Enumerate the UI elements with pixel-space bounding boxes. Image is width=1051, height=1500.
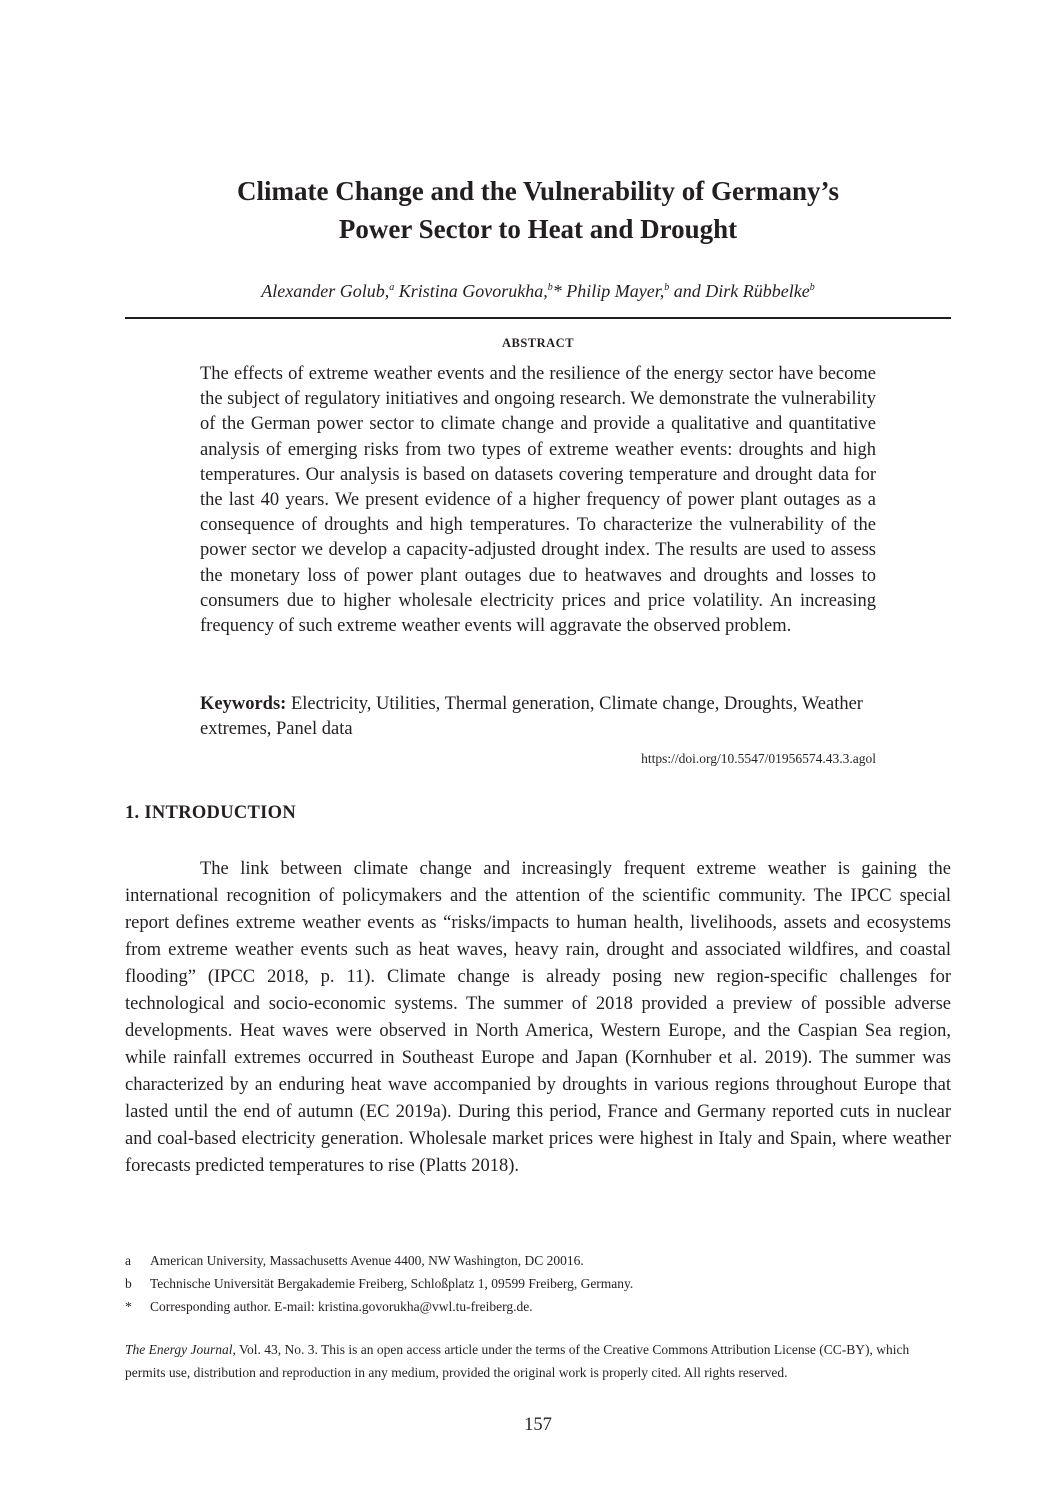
corresponding-mark: *	[552, 281, 567, 301]
abstract-heading: ABSTRACT	[501, 336, 575, 350]
footnote-text: American University, Massachusetts Avenue 4400, NW Washington, DC 20016.	[150, 1253, 584, 1268]
keywords	[200, 692, 876, 742]
title-line-2: Power Sector to Heat and Drought	[338, 214, 738, 244]
keywords-list: Electricity, Utilities, Thermal generation, Climate change, Droughts, Weather extremes, Panel data	[200, 694, 863, 740]
intro-paragraph: The link between climate change and increasingly frequent extreme weather is gaining the international recognition of policymakers and the attention of the scientific community. The IPCC special report defines extreme weather events as “risks/impacts to human health, livelihoods, assets and ecosystems from extreme weather events such as heat waves, heavy rain, drought and associated wildfires, and coastal flooding” (IPCC 2018, p. 11). Climate change is already posing new region-specific challenges for technological and socio-economic systems. The summer of 2018 provided a preview of possible adverse developments. Heat waves were observed in North America, Western Europe, and the Caspian Sea region, while rainfall extremes occurred in Southeast Europe and Japan (Kornhuber et al. 2019). The summer was characterized by an enduring heat wave accompanied by droughts in various regions throughout Europe that lasted until the end of autumn (EC 2019a). During this period, France and Germany reported cuts in nuclear and coal-based electricity generation. Wholesale market prices were highest in Italy and Spain, where weather forecasts predicted temperatures to rise (Platts 2018).	[125, 859, 951, 1176]
keywords-label: Keywords:	[200, 694, 287, 714]
footnote-mark: b	[125, 1276, 132, 1291]
author-name: Alexander Golub,	[261, 281, 390, 301]
affiliation-mark: b	[809, 282, 815, 293]
abstract-text: The effects of extreme weather events and the resilience of the energy sector have become the subject of regulatory initiatives and ongoing research. We demonstrate the vulnerability of the German power sector to climate change and provide a qualitative and quantitative analysis of emerging risks from two types of extreme weather events: droughts and high temperatures. Our analysis is based on datasets covering temperature and drought data for the last 40 years. We present evidence of a higher frequency of power plant outages as a consequence of droughts and high temperatures. To characterize the vulnerability of the power sector we develop a capacity-adjusted drought index. The results are used to assess the monetary loss of power plant outages due to heatwaves and droughts and losses to consumers due to higher wholesale electricity prices and price volatility. An increasing frequency of such extreme weather events will aggravate the observed problem.	[200, 364, 876, 637]
license-note	[125, 1338, 951, 1384]
footnote-mark: *	[125, 1299, 132, 1314]
footnote-text: Corresponding author. E-mail: kristina.govorukha@vwl.tu-freiberg.de.	[150, 1299, 533, 1314]
footnote	[125, 1249, 951, 1272]
footnote-mark: a	[125, 1253, 131, 1268]
page-number: 157	[524, 1415, 552, 1435]
author-name: Philip Mayer,	[566, 281, 665, 301]
author-list	[125, 281, 951, 302]
paper-title	[125, 172, 951, 248]
author-name: and Dirk Rübbelke	[673, 281, 810, 301]
affiliation-mark: b	[664, 282, 670, 293]
doi-link[interactable]: https://doi.org/10.5547/01956574.43.3.agol	[641, 751, 876, 766]
footnote-text: Technische Universität Bergakademie Freiberg, Schloßplatz 1, 09599 Freiberg, Germany.	[150, 1276, 634, 1291]
title-divider	[125, 317, 951, 319]
affiliation-mark: a	[389, 282, 395, 293]
footnotes	[125, 1249, 951, 1318]
title-line-1: Climate Change and the Vulnerability of Germany’s	[236, 176, 839, 206]
affiliation-mark: b	[547, 282, 553, 293]
footnote	[125, 1295, 951, 1318]
section-heading: 1. INTRODUCTION	[125, 803, 297, 823]
journal-name: The Energy Journal	[125, 1342, 233, 1357]
license-text: , Vol. 43, No. 3. This is an open access article under the terms of the Creative Commons Attribution License (CC-BY), which permits use, distribution and reproduction in any medium, provided the original work is properly cited. All rights reserved.	[125, 1342, 910, 1380]
author-name: Kristina Govorukha,	[398, 281, 548, 301]
footnote	[125, 1272, 951, 1295]
